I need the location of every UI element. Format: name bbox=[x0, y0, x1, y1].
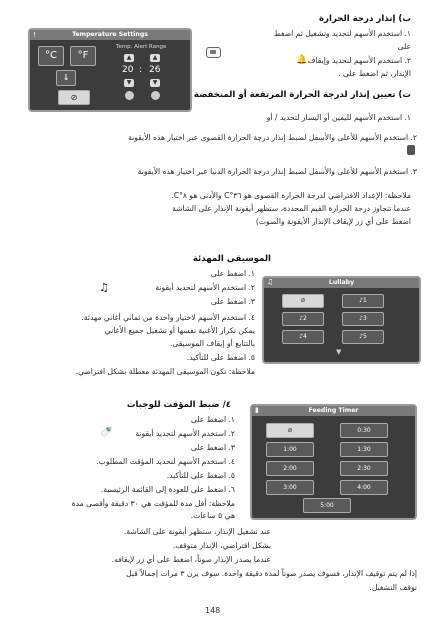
timer-line-1: ١. اضغط على bbox=[190, 415, 235, 424]
set-alarm-line-2: ٢. استخدم الأسهم للأعلى والأسفل لضبط إنذار درجة الحرارة القصوى عبر اختيار هذه الأيقونة bbox=[128, 133, 417, 142]
scroll-down-icon[interactable]: ▼ bbox=[336, 348, 342, 356]
timer-tile[interactable]: 2:30 bbox=[340, 461, 388, 476]
alarm-line-1: ١. استخدم الأسهم لتحديد وتشغيل ثم اضغط bbox=[273, 29, 411, 38]
fahrenheit-tile[interactable]: °F bbox=[70, 46, 96, 66]
thermometer-icon[interactable]: 🌡 bbox=[56, 70, 76, 86]
set-alarm-line-1: ١. استخدم الأسهم لليمين أو اليسار لتحديد / أو bbox=[266, 113, 411, 122]
alarm-note-3: اضغط على أي زر لإيقاف الإنذار الأيقونة والصوت) bbox=[255, 217, 411, 226]
lullaby-panel bbox=[262, 276, 421, 364]
timer-line-7: ملاحظة: أقل مدة للمؤقت هي ٣٠ دقيقة وأقصى مدة bbox=[71, 499, 235, 508]
timer-after-4: إذا لم يتم توقيف الإنذار، فسوف يصدر صوتاً لمدة دقيقة واحدة. سوف يرن ٣ مرات إجمالاً قبل bbox=[126, 569, 417, 578]
timer-line-2: ٢. استخدم الأسهم لتحديد أيقونة bbox=[135, 429, 235, 438]
music-line-4: ٤. استخدم الأسهم لاختيار واحدة من ثماني أغاني مهدئة. bbox=[81, 313, 255, 322]
music-line-1: ١. اضغط على bbox=[210, 269, 255, 278]
celsius-tile[interactable]: °C bbox=[38, 46, 64, 66]
down-arrow-low-icon[interactable]: ▼ bbox=[124, 79, 134, 87]
page-number: 148 bbox=[205, 606, 221, 615]
low-alarm-icon bbox=[151, 91, 160, 100]
high-temp-alarm-icon bbox=[407, 145, 415, 155]
timer-tile[interactable]: 1:00 bbox=[266, 442, 314, 457]
timer-tile[interactable]: 2:00 bbox=[266, 461, 314, 476]
panel-title: Lullaby bbox=[264, 278, 419, 288]
alarm-note-2: عندما تتجاوز درجة الحرارة القيم المحددة، ستظهر أيقونة الإنذار على الشاشة bbox=[172, 204, 411, 213]
alarm-note-1: ملاحظة: الإعداد الافتراضي لدرجة الحرارة القصوى هو ٣٦°C والأدنى هو ٨°C. bbox=[171, 191, 411, 200]
lullaby-tile[interactable]: ♪4 bbox=[282, 330, 324, 344]
alarm-line-1b: على bbox=[397, 42, 411, 51]
alarm-bell-icon: 🔔 bbox=[296, 55, 308, 65]
high-temp-value: 26 bbox=[149, 65, 161, 75]
temperature-settings-panel bbox=[28, 28, 192, 112]
alarm-line-2b: الإنذار، ثم اضغط على . bbox=[338, 69, 411, 78]
music-note-icon: ♫ bbox=[267, 278, 274, 286]
lullaby-tile[interactable]: ♪5 bbox=[342, 330, 384, 344]
menu-key-icon bbox=[206, 47, 221, 58]
timer-line-5: ٥. اضغط على للتأكيد. bbox=[166, 471, 235, 480]
timer-line-3: ٣. اضغط على bbox=[190, 443, 235, 452]
set-alarm-title: ت) تعيين إنذار لدرجة الحرارة المرتفعة أو المنخفضة bbox=[193, 90, 411, 100]
timer-line-6: ٦. اضغط على للعودة إلى القائمة الرئيسية. bbox=[100, 485, 235, 494]
music-line-3: ٣. اضغط على bbox=[210, 297, 255, 306]
set-alarm-line-3: ٣. استخدم الأسهم للأعلى والأسفل لضبط إنذار درجة الحرارة الدنيا عبر اختيار هذه الأيقونة bbox=[137, 167, 417, 176]
timer-line-8: هي ٥ ساعات. bbox=[190, 511, 235, 520]
music-line-2: ٢. استخدم الأسهم لتحديد أيقونة bbox=[155, 283, 255, 292]
panel-title: Temperature Settings bbox=[30, 30, 190, 40]
high-alarm-icon bbox=[125, 91, 134, 100]
music-note: ملاحظة: تكون الموسيقى المهدئة معطلة بشكل افتراضي. bbox=[75, 367, 255, 376]
alert-range-label: Temp. Alert Range bbox=[116, 44, 167, 50]
timer-after-3: عندما يصدر الإنذار صوتاً، اضغط على أي زر لإيقافه. bbox=[111, 555, 271, 564]
up-arrow-low-icon[interactable]: ▲ bbox=[124, 54, 134, 62]
lullaby-stop-tile[interactable]: ⊘ bbox=[282, 294, 324, 308]
alert-icon: ! bbox=[33, 31, 36, 39]
alarm-section-title: ب) إنذار درجة الحرارة bbox=[318, 14, 411, 24]
lullaby-tile[interactable]: ♪3 bbox=[342, 312, 384, 326]
timer-tile[interactable]: 5:00 bbox=[303, 498, 351, 513]
lullaby-tile[interactable]: ♪1 bbox=[342, 294, 384, 308]
timer-section-title: ٤/ ضبط المؤقت للوجبات bbox=[126, 400, 231, 410]
alarm-line-2: ٢. استخدم الأسهم لتحديد وإيقاف bbox=[307, 56, 411, 65]
down-arrow-high-icon[interactable]: ▼ bbox=[150, 79, 160, 87]
timer-stop-tile[interactable]: ⊘ bbox=[266, 423, 314, 438]
timer-after-5: توقف التشغيل. bbox=[369, 583, 417, 592]
music-line-6: بالتتابع أو إيقاف الموسيقى. bbox=[169, 339, 255, 348]
timer-after-1: عند تشغيل الإنذار، ستظهر أيقونة على الشاشة. bbox=[123, 527, 271, 536]
confirm-button[interactable]: ⊘ bbox=[58, 90, 90, 105]
panel-title: Feeding Timer bbox=[252, 406, 415, 416]
feeding-bottle-icon: 🍼 bbox=[100, 427, 113, 438]
timer-tile[interactable]: 3:00 bbox=[266, 480, 314, 495]
lullaby-tile[interactable]: ♪2 bbox=[282, 312, 324, 326]
music-note-icon: ♫ bbox=[99, 281, 109, 294]
timer-tile[interactable]: 4:00 bbox=[340, 480, 388, 495]
timer-after-2: بشكل افتراضي، الإنذار متوقف. bbox=[172, 541, 271, 550]
music-line-5: يمكن تكرار الأغنية نفسها أو تشغيل جميع الأغاني bbox=[104, 326, 255, 335]
up-arrow-high-icon[interactable]: ▲ bbox=[150, 54, 160, 62]
music-section-title: الموسيقى المهدئة bbox=[192, 254, 271, 264]
feeding-timer-panel bbox=[250, 404, 417, 520]
feeding-bottle-icon: ▮ bbox=[255, 406, 259, 414]
low-temp-value: 20 bbox=[122, 65, 134, 75]
timer-line-4: ٤. استخدم الأسهم لتحديد المؤقت المطلوب. bbox=[96, 457, 235, 466]
music-line-7: ٥. اضغط على للتأكيد. bbox=[186, 353, 255, 362]
range-separator: : bbox=[139, 65, 143, 75]
timer-tile[interactable]: 1:30 bbox=[340, 442, 388, 457]
timer-tile[interactable]: 0:30 bbox=[340, 423, 388, 438]
